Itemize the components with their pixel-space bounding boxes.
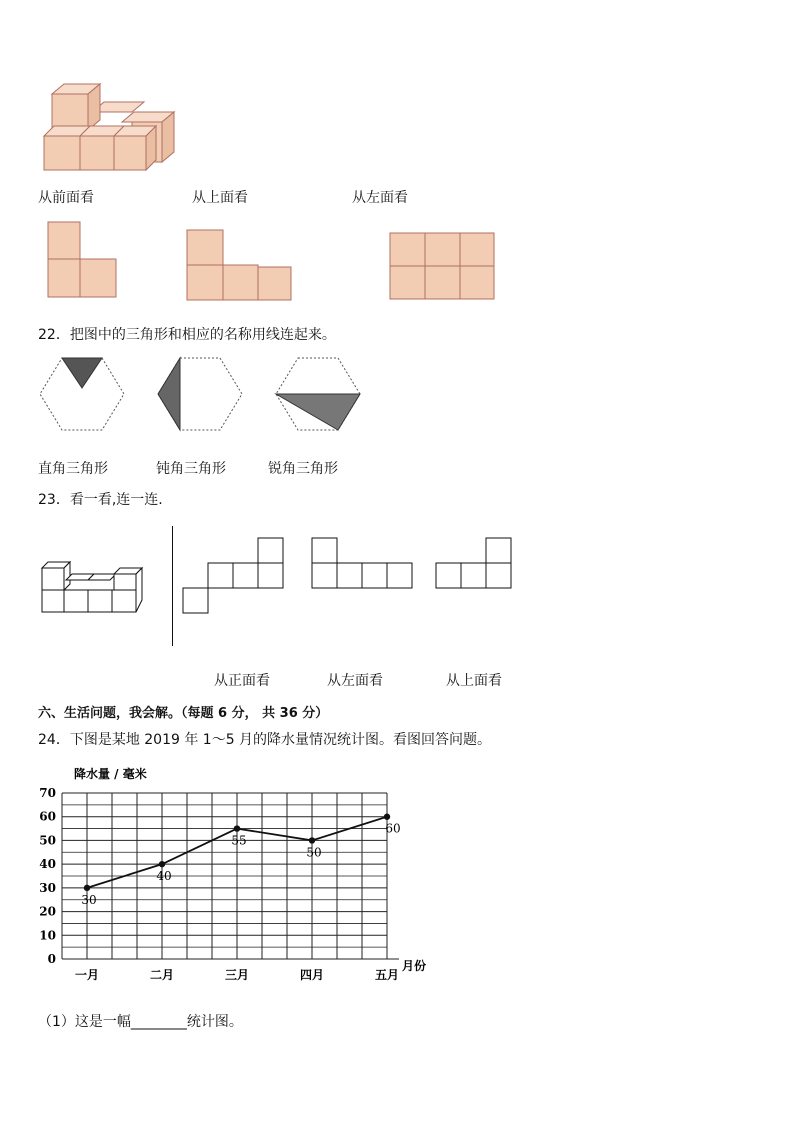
divider-line (172, 526, 173, 646)
view-option-c (436, 538, 514, 590)
y-tick-label: 30 (39, 880, 56, 895)
y-tick-label: 60 (39, 809, 56, 824)
question-24-sub1: （1）这是一幅________统计图。 (38, 1014, 243, 1030)
triangle-name-right: 直角三角形 (38, 461, 108, 477)
front-view-figure (48, 222, 118, 300)
question-22: 22．把图中的三角形和相应的名称用线连起来。 (38, 327, 336, 343)
view-label-top: 从上面看 (192, 190, 248, 206)
rainfall-line-chart (30, 760, 450, 990)
data-label: 55 (231, 833, 247, 848)
data-label: 30 (81, 892, 97, 907)
chart-xlabel: 月份 (402, 959, 427, 973)
view-label-front-23: 从正面看 (214, 673, 270, 689)
y-tick-label: 70 (39, 786, 56, 800)
view-option-b (312, 538, 415, 590)
data-point (84, 885, 90, 891)
view-label-left: 从左面看 (352, 190, 408, 206)
view-label-left-23: 从左面看 (327, 673, 383, 689)
x-tick-label: 五月 (374, 968, 400, 982)
x-tick-label: 一月 (74, 968, 100, 982)
hexagon-figure-3 (276, 356, 362, 432)
chart-ylabel: 降水量 / 毫米 (74, 767, 147, 781)
view-option-a (183, 538, 285, 616)
question-23: 23．看一看,连一连. (38, 492, 163, 508)
x-tick-label: 二月 (149, 968, 175, 982)
x-tick-label: 三月 (224, 968, 250, 982)
hexagon-figure-2 (158, 356, 244, 432)
triangle-name-acute: 锐角三角形 (268, 461, 338, 477)
cube-stack-figure (40, 80, 180, 175)
triangle-name-obtuse: 钝角三角形 (156, 461, 226, 477)
cube-row-figure (40, 560, 155, 616)
data-point (309, 837, 315, 843)
view-label-top-23: 从上面看 (446, 673, 502, 689)
y-tick-label: 50 (39, 833, 56, 848)
data-label: 40 (156, 869, 172, 884)
left-view-figure (390, 233, 496, 301)
data-point (234, 825, 240, 831)
data-label: 60 (385, 821, 401, 836)
data-point (159, 861, 165, 867)
question-24: 24．下图是某地 2019 年 1～5 月的降水量情况统计图。看图回答问题。 (38, 732, 492, 748)
top-view-figure (187, 230, 293, 302)
section-6-heading: 六、生活问题，我会解。（每题 6 分， 共 36 分） (38, 706, 329, 721)
y-tick-label: 20 (39, 904, 56, 919)
x-tick-label: 四月 (299, 968, 325, 982)
y-tick-label: 10 (39, 928, 56, 943)
data-label: 50 (306, 845, 322, 860)
y-tick-label: 40 (39, 857, 56, 872)
y-tick-label: 0 (47, 952, 56, 966)
hexagon-figure-1 (40, 356, 126, 432)
data-point (384, 814, 390, 820)
view-label-front: 从前面看 (38, 190, 94, 206)
